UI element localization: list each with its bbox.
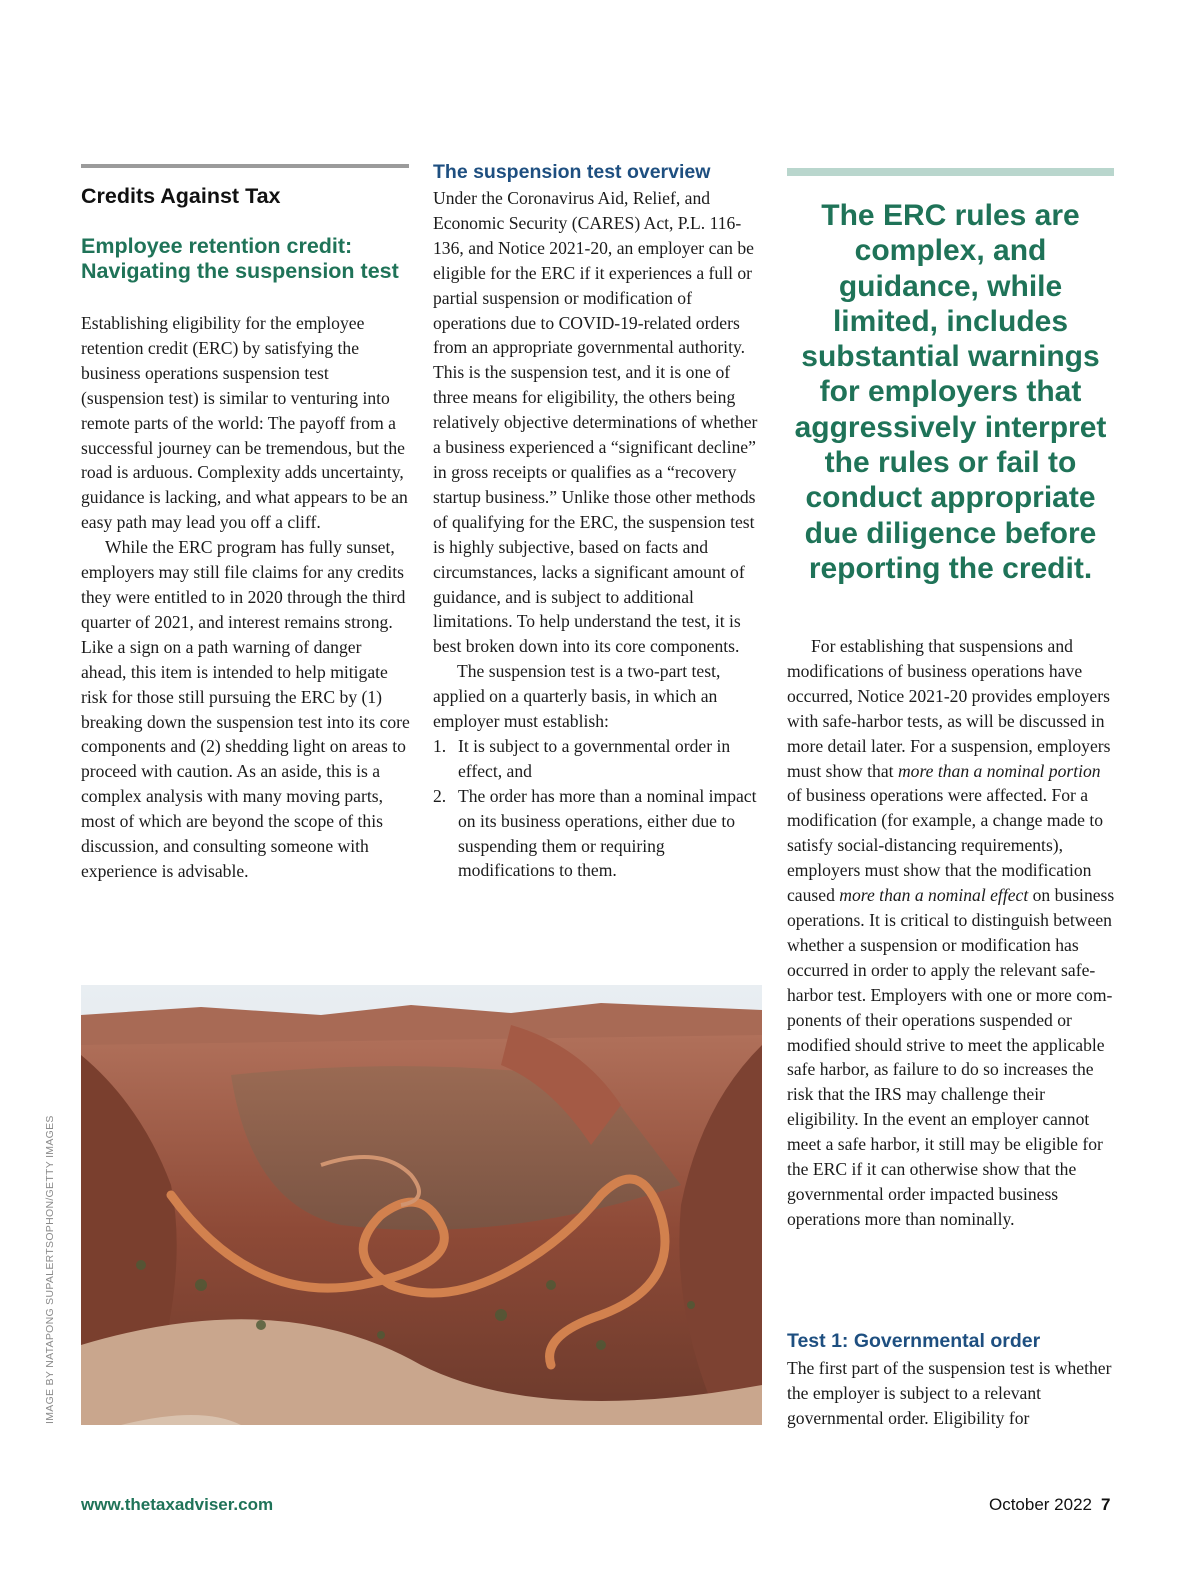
paragraph: While the ERC program has fully sunset, employers may still file claims for any credits they were entitled to in 2020 through the third quarter of 2021, and interest remains strong. Like a sign on a path warning of danger ahead, this item is intended to help mitigate risk for those still pursuing the ERC by (1) breaking down the suspension test into its core components and (2) shedding light on areas to proceed with caution. As an aside, this is a complex analysis with many moving parts, most of which are beyond the scope of this discussion, and consulting someone with experience is advisable. [81, 537, 410, 881]
section-heading: The suspension test overview [433, 161, 711, 183]
list-item-text: It is subject to a governmental order in effect, and [458, 735, 731, 781]
list-number: 1. [433, 735, 447, 756]
list-number: 2. [433, 785, 447, 806]
list-item [433, 784, 765, 884]
text-run: of business operations were affected. For a modification (for example, a change made to satisfy social-distancing requirements), employers must show that the modification caused [787, 785, 1104, 906]
text-run: on business operations. It is critical to distinguish between whether a suspension or modification has occurred in order to apply the relevant safe-harbor test. Employers with one or more components of their operations suspended or modified should strive to meet the applicable safe harbor, as failure to do so increases the risk that the IRS may challenge their eligibility. In the event an employer cannot meet a safe harbor, it still may be eligible for the ERC if it can otherwise show that the governmental order impacted business operations more than nominally. [787, 885, 1115, 1229]
emphasis: more than a nominal portion [897, 760, 1101, 781]
list-item-text: The order has more than a nominal impact on its business operations, either due to suspending them or requiring modifications to them. [458, 785, 757, 881]
pull-quote: The ERC rules are complex, and guidance, while limited, includes substantial warnings for employers that aggressively interpret the rules or fail to conduct appropriate due diligence before reporting the credit. [794, 199, 1107, 585]
paragraph: Establishing eligibility for the employee retention credit (ERC) by satisfying the business operations suspension test (suspension test) is similar to venturing into remote parts of the world: The payoff from a successful journey can be tremendous, but the road is arduous. Complexity adds uncertainty, guidance is lacking, and what appears to be an easy path may lead you off a cliff. [81, 313, 408, 533]
footer-date: October 2022 [988, 1495, 1092, 1514]
paragraph: The first part of the suspension test is whether the employer is subject to a relevant governmental order. Eligibility for [787, 1358, 1112, 1428]
pull-quote-rule [787, 168, 1114, 176]
emphasis: more than a nominal effect [839, 885, 1029, 906]
section-rule [81, 164, 409, 168]
paragraph: The suspension test is a two-part test, applied on a quarterly basis, in which an employer must establish: [433, 661, 721, 732]
column-3-continued [787, 1356, 1117, 1431]
column-3-body [787, 634, 1117, 1232]
column-2-body [433, 186, 765, 883]
canyon-road-photo [81, 985, 762, 1425]
footer-url[interactable]: www.thetaxadviser.com [81, 1495, 274, 1514]
text-run: For establishing that suspensions and modifications of business operations have occurred, Notice 2021-20 provides employers with safe-harbor tests, as will be discussed in more detail later. For a suspension, employers must show that [787, 636, 1111, 781]
photo-credit: IMAGE BY NATAPONG SUPALERTSOPHON/GETTY IMAGES [44, 1115, 56, 1424]
paragraph [787, 634, 1117, 1232]
article-title: Employee retention credit: Navigating the suspension test [81, 234, 399, 283]
list-item [433, 734, 765, 784]
paragraph: Under the Coronavirus Aid, Relief, and Economic Security (CARES) Act, P.L. 116-136, and Notice 2021-20, an employer can be eligible for the ERC if it experiences a full or partial suspension or modification of operations due to COVID-19-related orders from an appropriate governmental authority. This is the suspension test, and it is one of three means for eligibility, the others being relatively objective determinations of whether a business experienced a “significant decline” in gross receipts or qualifies as a “recovery startup business.” Unlike those other methods of qualifying for the ERC, the suspension test is highly subjective, based on facts and circumstances, lacks a significant amount of guidance, and is subject to additional limitations. To help understand the test, it is best broken down into its core components. [433, 188, 758, 657]
numbered-list [433, 734, 765, 883]
column-1-body [81, 311, 411, 884]
section-label: Credits Against Tax [81, 184, 281, 208]
page-number: 7 [1101, 1495, 1111, 1514]
section-heading: Test 1: Governmental order [787, 1330, 1041, 1352]
